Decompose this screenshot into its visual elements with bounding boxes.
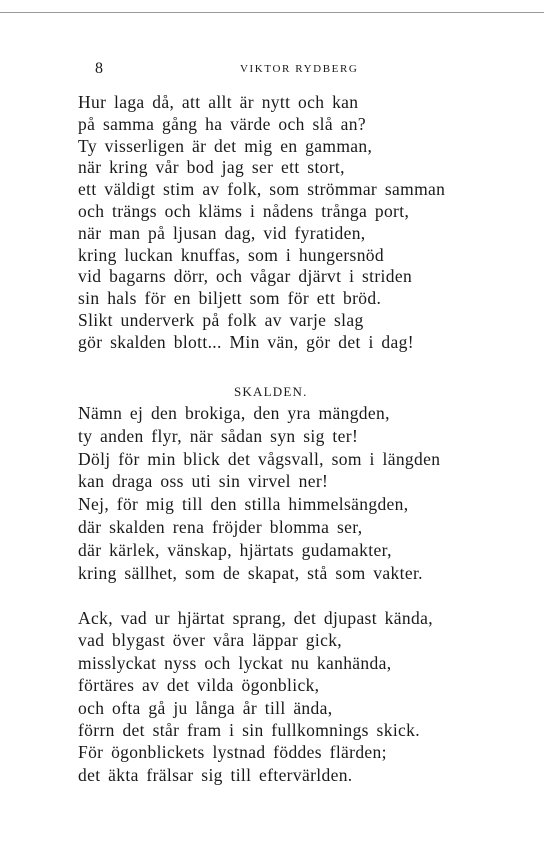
verse-line: Dölj för min blick det vågsvall, som i längden (78, 448, 441, 469)
verse-line: vid bagarns dörr, och vågar djärvt i striden (78, 266, 413, 287)
verse-line: Hur laga då, att allt är nytt och kan (78, 92, 359, 112)
verse-line: där skalden rena fröjder blomma ser, (78, 516, 363, 537)
page-number: 8 (95, 60, 103, 77)
verse-line: Nämn ej den brokiga, den yra mängden, (78, 403, 390, 423)
page-header (95, 60, 455, 80)
verse-line: ty anden flyr, när sådan syn sig ter! (78, 425, 359, 446)
verse-line: Slikt underverk på folk av varje slag (78, 309, 364, 330)
verse-line: misslyckat nyss och lyckat nu kanhända, (78, 652, 392, 673)
stanza-1 (78, 92, 498, 354)
verse-line: när man på ljusan dag, vid fyratiden, (78, 222, 366, 243)
running-head: VIKTOR RYDBERG (240, 63, 359, 75)
verse-line: på samma gång ha värde och slå an? (78, 113, 366, 134)
verse-line: Ack, vad ur hjärtat sprang, det djupast kända, (78, 608, 433, 628)
stanza-2 (78, 402, 498, 584)
verse-line: kring luckan knuffas, som i hungersnöd (78, 244, 384, 265)
verse-line: sin hals för en biljett som för ett bröd. (78, 288, 382, 309)
verse-line: det äkta frälsar sig till eftervärlden. (78, 764, 353, 785)
verse-line: För ögonblickets lystnad föddes flärden; (78, 742, 387, 763)
verse-line: där kärlek, vänskap, hjärtats gudamakter, (78, 539, 392, 560)
verse-line: kan draga oss uti sin virvel ner! (78, 471, 329, 492)
verse-line: förrn det står fram i sin fullkomnings skick. (78, 719, 420, 740)
verse-line: när kring vår bod jag ser ett stort, (78, 157, 345, 178)
verse-line: vad blygast över våra läppar gick, (78, 630, 343, 651)
verse-line: kring sällhet, som de skapat, stå som vakter. (78, 562, 423, 583)
verse-line: förtäres av det vilda ögonblick, (78, 675, 320, 696)
verse-line: Ty visserligen är det mig en gamman, (78, 135, 373, 156)
verse-line: gör skalden blott... Min vän, gör det i dag! (78, 331, 414, 352)
section-title: SKALDEN. (234, 384, 308, 399)
top-rule (0, 12, 544, 13)
verse-line: Nej, för mig till den stilla himmelsängden, (78, 494, 409, 515)
verse-line: ett väldigt stim av folk, som strömmar samman (78, 179, 446, 200)
verse-line: och ofta gå ju långa år till ända, (78, 697, 333, 718)
stanza-3 (78, 607, 498, 786)
verse-line: och trängs och kläms i nådens trånga port, (78, 200, 410, 221)
